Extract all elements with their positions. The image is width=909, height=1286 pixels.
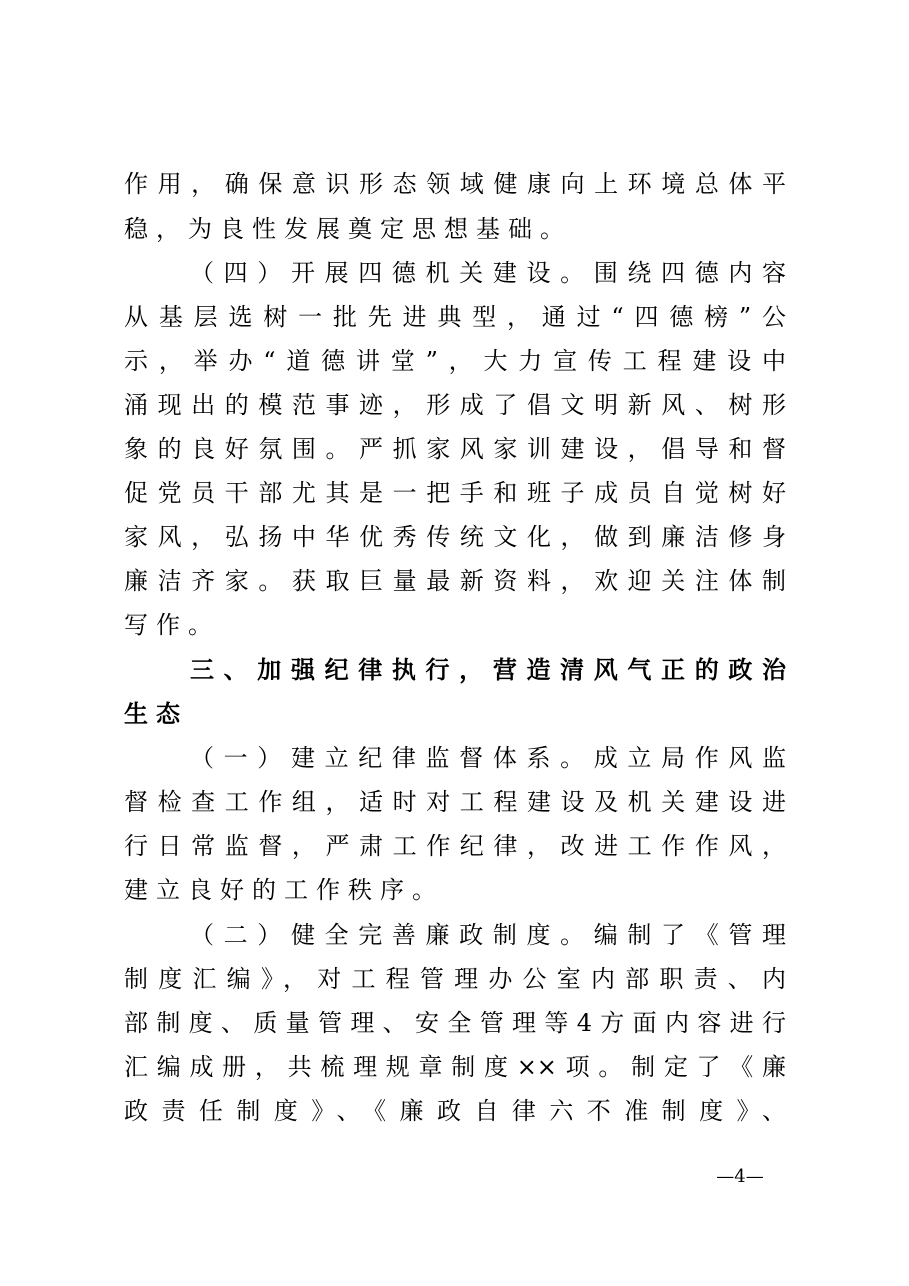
section-heading: 三、加强纪律执行，营造清风气正的政治 [190, 656, 786, 684]
section-heading: 生态 [124, 700, 188, 728]
text-line: 促党员干部尤其是一把手和班子成员自觉树好 [124, 479, 786, 507]
text-line: 制度汇编》，对工程管理办公室内部职责、内 [124, 965, 786, 993]
text-line: 廉洁齐家。获取巨量最新资料，欢迎关注体制 [124, 567, 786, 595]
text-line: 行日常监督，严肃工作纪律，改进工作作风， [124, 832, 786, 860]
text-line: （二）健全完善廉政制度。编制了《管理 [190, 921, 786, 949]
text-line: （一）建立纪律监督体系。成立局作风监 [190, 744, 786, 772]
text-line: 从基层选树一批先进典型，通过“四德榜”公 [124, 303, 786, 331]
text-line: 督检查工作组，适时对工程建设及机关建设进 [124, 788, 786, 816]
text-line: 作用，确保意识形态领域健康向上环境总体平 [124, 170, 786, 198]
text-line: 家风，弘扬中华优秀传统文化，做到廉洁修身 [124, 523, 786, 551]
text-line: 涌现出的模范事迹，形成了倡文明新风、树形 [124, 391, 786, 419]
text-line: （四）开展四德机关建设。围绕四德内容 [190, 259, 786, 287]
text-line: 部制度、质量管理、安全管理等4方面内容进行 [124, 1009, 786, 1037]
text-line: 示，举办“道德讲堂”，大力宣传工程建设中 [124, 347, 786, 375]
page-number: —4— [716, 1166, 764, 1187]
text-line: 象的良好氛围。严抓家风家训建设，倡导和督 [124, 435, 786, 463]
text-line: 写作。 [124, 611, 220, 639]
text-line: 汇编成册，共梳理规章制度××项。制定了《廉 [124, 1053, 786, 1081]
text-line: 政责任制度》、《廉政自律六不准制度》、 [124, 1097, 786, 1125]
text-line: 建立良好的工作秩序。 [124, 876, 444, 904]
text-line: 稳，为良性发展奠定思想基础。 [124, 215, 572, 243]
